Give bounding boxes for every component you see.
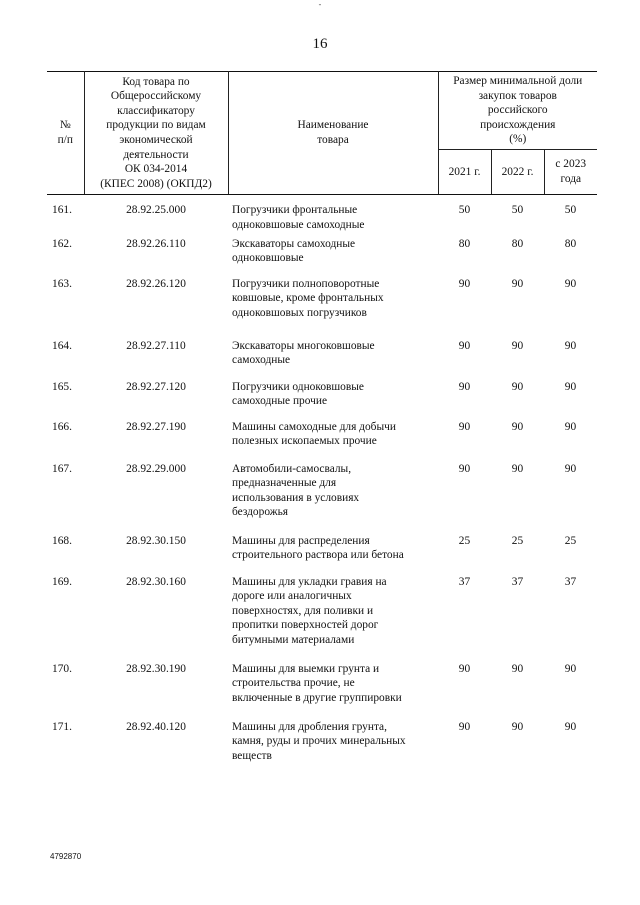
row-goods-name-line: полезных ископаемых прочие xyxy=(232,435,377,448)
row-value-2021: 90 xyxy=(458,420,471,433)
row-goods-name-line: самоходные прочие xyxy=(232,395,328,408)
row-goods-name-line: камня, руды и прочих минеральных xyxy=(232,735,406,748)
row-number: 167. xyxy=(52,462,72,475)
header-name xyxy=(228,72,438,195)
row-value-2023: 37 xyxy=(564,575,577,588)
row-number: 163. xyxy=(52,277,72,290)
row-value-2022: 90 xyxy=(511,277,524,290)
row-value-2022: 37 xyxy=(511,575,524,588)
row-value-2022: 90 xyxy=(511,662,524,675)
header-code-line: Код товара по xyxy=(122,75,190,88)
row-okpd2-code: 28.92.27.120 xyxy=(126,380,186,393)
header-code xyxy=(84,72,228,195)
row-goods-name-line: включенные в другие группировки xyxy=(232,691,402,704)
row-okpd2-code: 28.92.26.110 xyxy=(126,237,186,250)
row-goods-name-line: дороге или аналогичных xyxy=(232,590,352,603)
table-row xyxy=(47,339,597,380)
row-okpd2-code: 28.92.30.160 xyxy=(126,575,186,588)
row-okpd2-code: 28.92.30.190 xyxy=(126,662,186,675)
row-value-2023: 90 xyxy=(564,662,577,675)
header-year-2022: 2022 г. xyxy=(491,150,544,195)
row-goods-name-line: бездорожья xyxy=(232,506,289,519)
row-goods-name-line: одноковшовых погрузчиков xyxy=(232,306,367,319)
row-goods-name-line: Погрузчики полноповоротные xyxy=(232,277,380,290)
header-num xyxy=(47,72,84,195)
row-value-2021: 90 xyxy=(458,380,471,393)
header-code-line: деятельности xyxy=(123,148,189,161)
table-row xyxy=(47,662,597,720)
row-value-2023: 90 xyxy=(564,277,577,290)
row-goods-name xyxy=(228,380,438,420)
row-value-2022: 90 xyxy=(511,462,524,475)
row-goods-name-line: одноковшовые самоходные xyxy=(232,218,365,231)
row-goods-name-line: Машины для выемки грунта и xyxy=(232,662,380,675)
table-row xyxy=(47,237,597,277)
row-okpd2-code: 28.92.26.120 xyxy=(126,277,186,290)
table-header-row xyxy=(47,72,597,150)
row-value-2021: 80 xyxy=(458,237,471,250)
row-number: 165. xyxy=(52,380,72,393)
header-year-2021: 2021 г. xyxy=(438,150,491,195)
row-value-2022: 90 xyxy=(511,720,524,733)
row-goods-name-line: Экскаваторы многоковшовые xyxy=(232,339,375,352)
row-okpd2-code: 28.92.40.120 xyxy=(126,720,186,733)
top-mark: - xyxy=(318,0,322,9)
row-value-2023: 90 xyxy=(564,462,577,475)
table-row xyxy=(47,462,597,534)
row-value-2023: 50 xyxy=(564,204,577,216)
header-share-line: российского xyxy=(487,104,548,117)
header-code-line: ОК 034-2014 xyxy=(124,163,188,176)
row-goods-name-line: поверхностях, для поливки и xyxy=(232,604,374,617)
row-value-2023: 90 xyxy=(564,380,577,393)
header-num-line: № xyxy=(59,119,71,132)
row-number: 171. xyxy=(52,720,72,733)
row-value-2023: 80 xyxy=(564,237,577,250)
footer-code: 4792870 xyxy=(50,852,82,861)
header-code-line: (КПЕС 2008) (ОКПД2) xyxy=(100,177,212,190)
header-share-line: происхождения xyxy=(480,118,556,131)
row-goods-name xyxy=(228,720,438,770)
row-goods-name xyxy=(228,195,438,237)
row-goods-name-line: Экскаваторы самоходные xyxy=(232,237,356,250)
row-value-2023: 90 xyxy=(564,720,577,733)
row-value-2021: 90 xyxy=(458,662,471,675)
row-value-2023: 90 xyxy=(564,339,577,352)
row-okpd2-code: 28.92.27.110 xyxy=(126,339,186,352)
row-value-2021: 90 xyxy=(458,339,471,352)
row-value-2022: 80 xyxy=(511,237,524,250)
table-body xyxy=(47,195,597,770)
row-value-2023: 25 xyxy=(564,534,577,547)
row-value-2021: 50 xyxy=(458,204,471,216)
header-share-line: Размер минимальной доли xyxy=(453,75,583,88)
row-goods-name xyxy=(228,662,438,720)
row-value-2023: 90 xyxy=(564,420,577,433)
header-code-line: классификатору xyxy=(117,104,195,117)
row-goods-name xyxy=(228,339,438,380)
header-name-line: товара xyxy=(317,134,349,146)
row-value-2021: 25 xyxy=(458,534,471,547)
row-goods-name-line: использования в условиях xyxy=(232,491,360,504)
row-value-2022: 50 xyxy=(511,204,524,216)
row-value-2022: 90 xyxy=(511,339,524,352)
row-value-2021: 37 xyxy=(458,575,471,588)
row-goods-name-line: битумными материалами xyxy=(232,633,355,646)
table-row xyxy=(47,720,597,770)
header-share-line: закупок товаров xyxy=(478,89,557,102)
row-value-2022: 90 xyxy=(511,380,524,393)
row-goods-name xyxy=(228,277,438,339)
row-goods-name-line: Машины для укладки гравия на xyxy=(232,575,387,588)
table-row xyxy=(47,575,597,662)
row-goods-name-line: пропитки поверхностей дорог xyxy=(232,619,379,632)
header-code-line: продукции по видам xyxy=(106,119,206,132)
row-goods-name-line: строительного раствора или бетона xyxy=(232,549,404,562)
table-row xyxy=(47,420,597,462)
row-goods-name xyxy=(228,420,438,462)
row-number: 164. xyxy=(52,339,72,352)
row-goods-name-line: ковшовые, кроме фронтальных xyxy=(232,292,384,305)
page-number: 16 xyxy=(312,36,328,52)
table-row xyxy=(47,195,597,237)
row-goods-name xyxy=(228,575,438,662)
row-okpd2-code: 28.92.29.000 xyxy=(126,462,186,475)
header-num-line: п/п xyxy=(57,134,73,146)
row-goods-name-line: веществ xyxy=(232,749,272,762)
row-number: 162. xyxy=(52,237,72,250)
row-goods-name xyxy=(228,534,438,575)
header-name-line: Наименование xyxy=(297,119,369,132)
header-code-line: экономической xyxy=(119,134,193,146)
row-goods-name-line: Погрузчики фронтальные xyxy=(232,204,358,216)
row-goods-name-line: одноковшовые xyxy=(232,252,304,265)
header-year-2023 xyxy=(544,150,597,195)
row-goods-name-line: Машины для дробления грунта, xyxy=(232,720,387,733)
row-number: 161. xyxy=(52,204,72,216)
row-number: 166. xyxy=(52,420,72,433)
row-number: 168. xyxy=(52,534,72,547)
row-value-2021: 90 xyxy=(458,462,471,475)
row-number: 170. xyxy=(52,662,72,675)
row-okpd2-code: 28.92.27.190 xyxy=(126,420,186,433)
row-goods-name xyxy=(228,237,438,277)
row-value-2022: 90 xyxy=(511,420,524,433)
table-row xyxy=(47,534,597,575)
table-row xyxy=(47,380,597,420)
row-okpd2-code: 28.92.30.150 xyxy=(126,534,186,547)
row-goods-name xyxy=(228,462,438,534)
row-number: 169. xyxy=(52,575,72,588)
row-goods-name-line: Машины самоходные для добычи xyxy=(232,420,396,433)
row-value-2021: 90 xyxy=(458,720,471,733)
row-goods-name-line: строительства прочие, не xyxy=(232,677,355,690)
row-value-2022: 25 xyxy=(511,534,524,547)
row-okpd2-code: 28.92.25.000 xyxy=(126,204,186,216)
header-year-2023-line: года xyxy=(560,173,582,185)
header-year-2023-line: с 2023 xyxy=(555,158,587,171)
goods-table xyxy=(47,71,597,770)
header-code-line: Общероссийскому xyxy=(110,90,202,103)
row-goods-name-line: предназначенные для xyxy=(232,477,337,490)
row-goods-name-line: Погрузчики одноковшовые xyxy=(232,380,364,393)
header-share xyxy=(438,72,597,150)
row-goods-name-line: самоходные xyxy=(232,354,291,367)
row-value-2021: 90 xyxy=(458,277,471,290)
header-share-line: (%) xyxy=(509,133,527,146)
row-goods-name-line: Машины для распределения xyxy=(232,534,370,547)
table-row xyxy=(47,277,597,339)
row-goods-name-line: Автомобили-самосвалы, xyxy=(232,462,352,475)
